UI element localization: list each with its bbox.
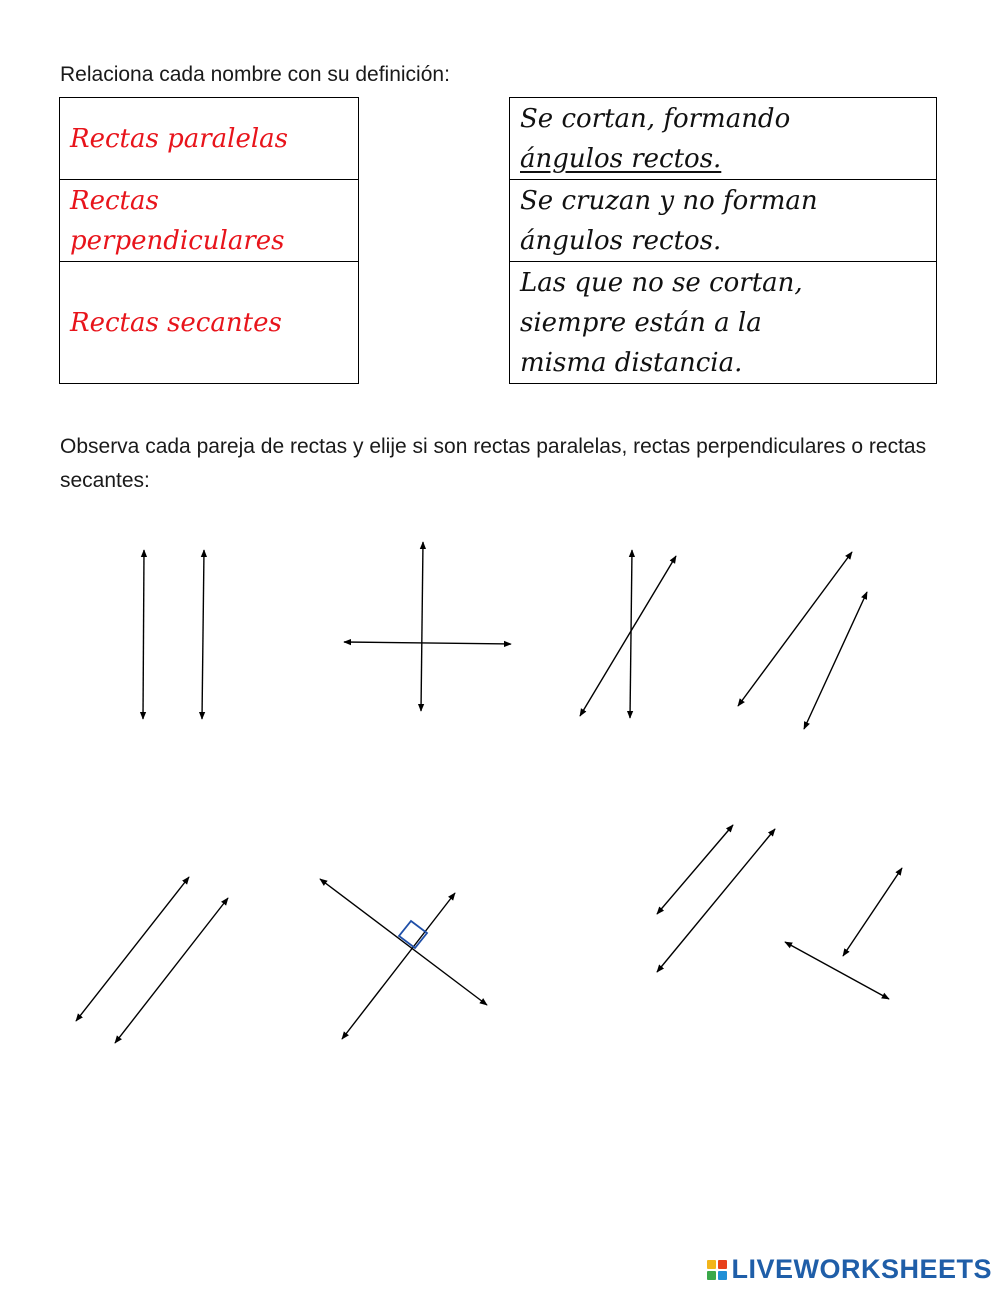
observe-instruction: Observa cada pareja de rectas y elije si son rectas paralelas, rectas perpendiculares o rectas secantes:	[60, 435, 927, 492]
brand-logo-icon	[707, 1260, 727, 1280]
name-paralelas-text: Rectas paralelas	[70, 123, 289, 154]
pair-4-secant-diagonals[interactable]	[738, 552, 867, 729]
definition-cell-2[interactable]	[510, 180, 937, 262]
definition-3-line1: Las que no se cortan,	[520, 267, 803, 298]
pair-3-secant[interactable]	[580, 550, 676, 718]
names-table	[59, 97, 359, 384]
definition-3-line2: siempre están a la	[520, 307, 762, 338]
definition-2-line1: Se cruzan y no forman	[520, 185, 818, 216]
definition-cell-1[interactable]	[510, 98, 937, 180]
definition-1-line2: ángulos rectos.	[520, 143, 722, 174]
name-cell-secantes[interactable]	[60, 262, 359, 384]
definition-3-line3: misma distancia.	[520, 347, 743, 378]
pair-2-perpendicular-cross[interactable]	[344, 542, 511, 711]
liveworksheets-brand	[707, 1254, 992, 1285]
name-cell-perpendiculares[interactable]	[60, 180, 359, 262]
definitions-table	[509, 97, 937, 384]
pair-1-parallel-vertical[interactable]	[143, 550, 204, 719]
line-pairs-figure	[0, 520, 1000, 1080]
definition-1-line1: Se cortan, formando	[520, 103, 791, 134]
definition-2-line2: ángulos rectos.	[520, 225, 722, 256]
name-cell-paralelas[interactable]	[60, 98, 359, 180]
brand-text: LIVEWORKSHEETS	[731, 1254, 992, 1284]
name-perpendiculares-line2: perpendiculares	[70, 225, 285, 256]
name-perpendiculares-line1: Rectas	[70, 185, 159, 216]
pair-7-parallel-diagonals[interactable]	[657, 825, 775, 972]
match-instruction: Relaciona cada nombre con su definición:	[60, 63, 450, 86]
pair-5-parallel-diagonals[interactable]	[76, 877, 228, 1043]
pair-6-perpendicular-diagonal[interactable]	[320, 879, 487, 1039]
definition-cell-3[interactable]	[510, 262, 937, 384]
pair-8-secant[interactable]	[785, 868, 902, 999]
name-secantes-text: Rectas secantes	[70, 307, 282, 338]
